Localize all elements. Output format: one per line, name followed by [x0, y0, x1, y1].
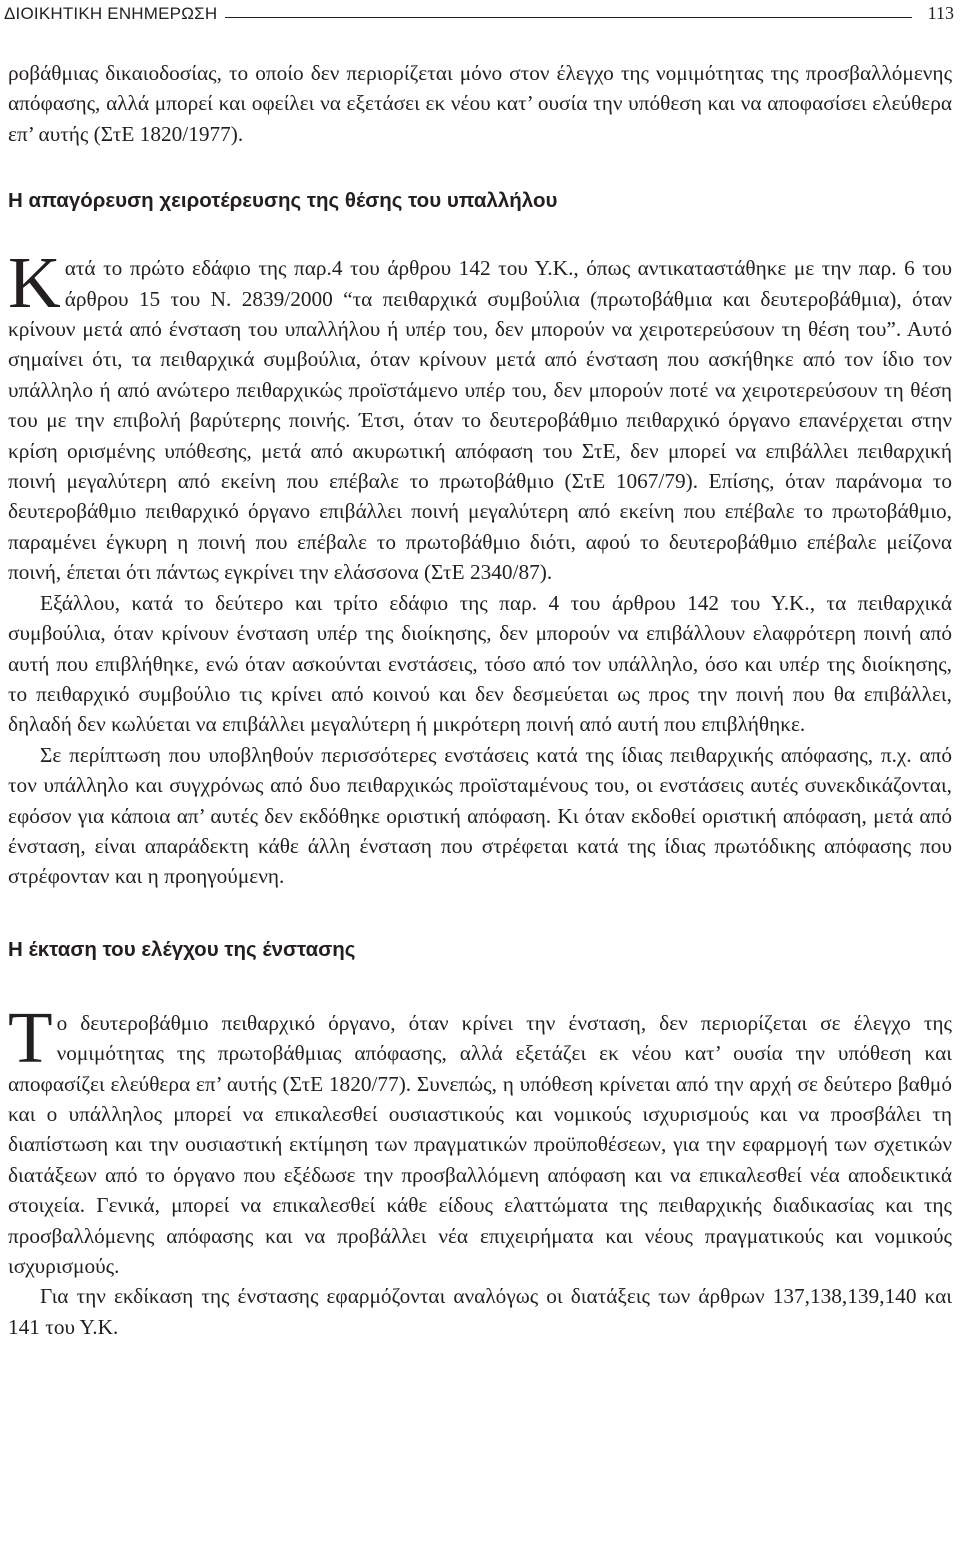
section1-paragraph-2: Εξάλλου, κατά το δεύτερο και τρίτο εδάφιο της παρ. 4 του άρθρου 142 του Υ.Κ., τα πειθαρχικά συμβούλια, όταν κρίνουν ένσταση υπέρ της διοίκησης, δεν μπορούν να επιβάλλουν ελαφρότερη ποινή από αυτή που επιβλήθηκε, ενώ όταν ασκούνται ενστάσεις, τόσο από τον υπάλληλο, όσο και υπέρ της διοίκησης, το πειθαρχικό συμβούλιο τις κρίνει από κοινού και δεν δεσμεύεται ως προς την ποινή που θα επιβάλλει, δηλαδή δεν κωλύεται να επιβάλλει μεγαλύτερη ή μικρότερη ποινή από αυτή που επιβλήθηκε.: [8, 590, 952, 737]
section2-paragraph-1-text: ο δευτεροβάθμιο πειθαρχικό όργανο, όταν κρίνει την ένσταση, δεν περιορίζεται σε έλεγχο της νομιμότητας της πρωτοβάθμιας απόφασης, αλλά εξετάζει εκ νέου κατ’ ουσία την υπόθεση και αποφασίζει ελεύθερα επ’ αυτής (ΣτΕ 1820/77). Συνεπώς, η υπόθεση κρίνεται από την αρχή σε δεύτερο βαθμό και ο υπάλληλος μπορεί να επικαλεσθεί ουσιαστικούς και νομικούς ισχυρισμούς και να προσβάλει τη διαπίστωση και την ουσιαστική εκτίμηση των πραγματικών προϋποθέσεων, για την εφαρμογή των σχετικών διατάξεων από το όργανο που εξέδωσε την προσβαλλόμενη απόφαση και να επικαλεσθεί νέα αποδεικτικά στοιχεία. Γενικά, μπορεί να επικαλεσθεί κάθε είδους ελαττώματα της πειθαρχικής διαδικασίας και της προσβαλλόμενης απόφασης και να προβάλλει νέα επιχειρήματα και νέους πραγματικούς και νομικούς ισχυρισμούς.: [8, 1010, 952, 1278]
section2-paragraph-1: [8, 996, 952, 1282]
drop-cap: Τ: [8, 996, 53, 1078]
section-heading-prohibition: Η απαγόρευση χειροτέρευσης της θέσης του υπαλλήλου: [8, 189, 558, 213]
header-rule: [225, 17, 911, 18]
section1-paragraph-1-text: ατά το πρώτο εδάφιο της παρ.4 του άρθρου 142 του Υ.Κ., όπως αντικαταστάθηκε με την παρ. 6 του άρθρου 15 του Ν. 2839/2000 “τα πειθαρχικά συμβούλια (πρωτοβάθμια και δευτεροβάθμια), όταν κρίνουν μετά από ένσταση του υπαλλήλου ή υπέρ του, δεν μπορούν να χειροτερεύσουν τη θέση του”. Αυτό σημαίνει ότι, τα πειθαρχικά συμβούλια, όταν κρίνουν μετά από ένσταση που ασκήθηκε από τον ίδιο τον υπάλληλο ή από ανώτερο πειθαρχικώς προϊστάμενο υπέρ του, δεν μπορούν ποτέ να χειροτερεύσουν τη θέση του με την επιβολή βαρύτερης ποινής. Έτσι, όταν το δευτεροβάθμιο πειθαρχικό όργανο επανέρχεται στην κρίση ορισμένης υπόθεσης, μετά από ακυρωτική απόφαση του ΣτΕ, δεν μπορεί να επιβάλλει πειθαρχική ποινή μεγαλύτερη από εκείνη που επέβαλε το πρωτοβάθμιο (ΣτΕ 1067/79). Επίσης, όταν παράνομα το δευτεροβάθμιο πειθαρχικό όργανο επιβάλλει ποινή μεγαλύτερη από εκείνη που επέβαλε το πρωτοβάθμιο, παραμένει έγκυρη η ποινή που επέβαλε το πρωτοβάθμιο διότι, αφού το δευτεροβάθμιο επέβαλε μείζονα ποινή, έπεται ότι πάντως εγκρίνει την ελάσσονα (ΣτΕ 2340/87).: [8, 256, 952, 585]
section1-paragraph-1: [8, 242, 952, 587]
section2-paragraph-2: Για την εκδίκαση της ένστασης εφαρμόζονται αναλόγως οι διατάξεις των άρθρων 137,138,139,140 και 141 του Υ.Κ.: [8, 1284, 952, 1339]
journal-title: ΔΙΟΙΚΗΤΙΚΗ ΕΝΗΜΕΡΩΣΗ: [4, 4, 218, 23]
page-number: 113: [927, 3, 954, 23]
drop-cap: Κ: [8, 242, 61, 324]
intro-paragraph: ροβάθμιας δικαιοδοσίας, το οποίο δεν περιορίζεται μόνο στον έλεγχο της νομιμότητας της προσβαλλόμενης απόφασης, αλλά μπορεί και οφείλει να εξετάσει εκ νέου κατ’ ουσία την υπόθεση και να αποφασίσει ελεύθερα επ’ αυτής (ΣτΕ 1820/1977).: [8, 61, 952, 146]
section-heading-scope: Η έκταση του ελέγχου της ένστασης: [8, 937, 356, 961]
running-header: [4, 0, 954, 24]
section1-paragraph-3: Σε περίπτωση που υποβληθούν περισσότερες ενστάσεις κατά της ίδιας πειθαρχικής απόφασης, π.χ. από τον υπάλληλο και συγχρόνως από δυο πειθαρχικώς προϊσταμένους του, οι ενστάσεις αυτές συνεκδικάζονται, εφόσον για κάποια απ’ αυτές δεν εκδόθηκε οριστική απόφαση. Κι όταν εκδοθεί οριστική απόφαση, μετά από ένσταση, είναι απαράδεκτη κάθε άλλη ένσταση που στρέφεται κατά της ίδιας πρωτόδικης απόφασης που στρέφονταν και η προηγούμενη.: [8, 742, 952, 889]
page-body: [8, 58, 952, 1342]
